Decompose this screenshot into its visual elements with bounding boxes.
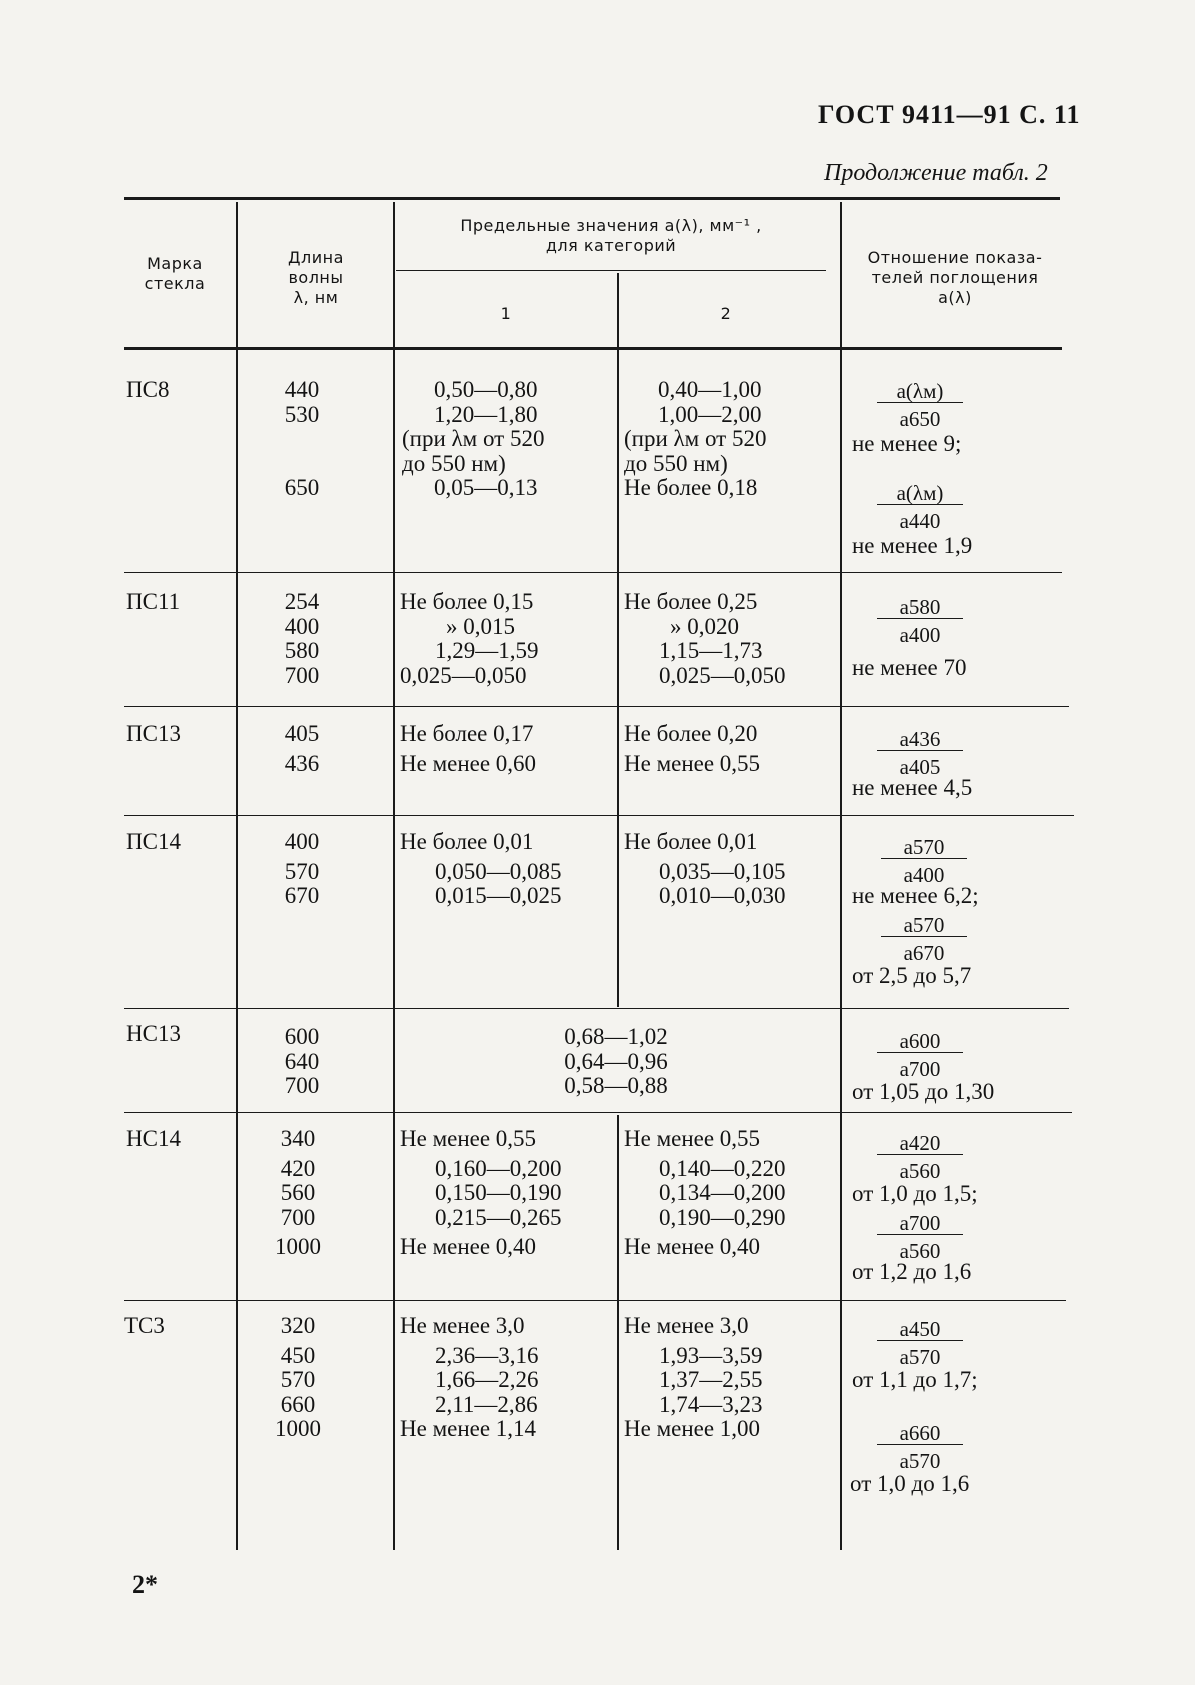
col-divider-cat-lower [617, 1115, 619, 1550]
page-title: ГОСТ 9411—91 С. 11 [818, 100, 1081, 129]
cat2-cell: Не более 0,01 0,035—0,105 0,010—0,030 [624, 829, 786, 908]
header-subdivider [396, 270, 826, 271]
cat2-cell: Не более 0,20 Не менее 0,55 [624, 721, 761, 776]
header-brand: Марка стекла [144, 254, 206, 293]
ratio-fraction: $\frac{a570}{a670}$ [864, 914, 984, 964]
ratio-fraction: $\frac{a660}{a570}$ [860, 1422, 980, 1472]
ratio-condition: от 1,0 до 1,6 [850, 1471, 970, 1496]
ratio-fraction: $\frac{a570}{a400}$ [864, 836, 984, 886]
row-rule [124, 815, 1074, 816]
ratio-fraction: $\frac{a700}{a560}$ [860, 1212, 980, 1262]
header-ratio: Отношение показа- телей поглощения a(λ) [867, 248, 1043, 307]
row-rule [124, 572, 1062, 573]
cat1-cell: Не менее 0,55 0,160—0,200 0,150—0,190 0,215—0,265 Не менее 0,40 [400, 1126, 562, 1259]
ratio-condition: от 1,0 до 1,5; [852, 1181, 978, 1206]
cat1-cell: Не более 0,15 » 0,015 1,29—1,59 0,025—0,050 [400, 589, 539, 688]
col-divider-3 [840, 202, 842, 1550]
row-rule [124, 706, 1069, 707]
brand-cell: ПС14 [126, 829, 181, 854]
cat1-cell: Не более 0,01 0,050—0,085 0,015—0,025 [400, 829, 562, 908]
brand-cell: ПС11 [126, 589, 181, 614]
ratio-fraction: $\frac{a436}{a405}$ [860, 728, 980, 778]
brand-cell: ПС13 [126, 721, 181, 746]
ratio-fraction: $\frac{a580}{a400}$ [860, 596, 980, 646]
cat2-cell: Не более 0,25 » 0,020 1,15—1,73 0,025—0,050 [624, 589, 786, 688]
page-signature-mark: 2* [132, 1570, 158, 1599]
wavelength-cell: 440 530 650 [284, 377, 320, 500]
cat2-cell: Не менее 3,0 1,93—3,59 1,37—2,55 1,74—3,23 Не менее 1,00 [624, 1313, 763, 1441]
ratio-condition: от 1,2 до 1,6 [852, 1259, 972, 1284]
row-rule [124, 1300, 1066, 1301]
header-bottom-rule [124, 347, 1062, 350]
brand-cell: ПС8 [126, 377, 170, 402]
header-cat1: 1 [500, 304, 512, 323]
wavelength-cell: 254 400 580 700 [284, 589, 320, 688]
wavelength-cell: 320 450 570 660 1000 [275, 1313, 321, 1441]
cat1-cell: Не более 0,17 Не менее 0,60 [400, 721, 537, 776]
header-limits: Предельные значения a(λ), мм⁻¹ , для категорий [460, 216, 762, 255]
wavelength-cell: 340 420 560 700 1000 [275, 1126, 321, 1259]
ratio-fraction: a(λм) a650 [860, 380, 980, 430]
ratio-fraction: $\frac{a600}{a700}$ [860, 1030, 980, 1080]
table-continuation-label: Продолжение табл. 2 [824, 160, 1048, 186]
brand-cell: НС14 [126, 1126, 181, 1151]
row-rule [124, 1112, 1072, 1113]
header-wavelength: Длина волны λ, нм [288, 248, 344, 307]
ratio-condition: не менее 6,2; [852, 883, 979, 908]
cat2-cell: 0,40—1,00 1,00—2,00 (при λм от 520 до 550 нм) Не более 0,18 [624, 377, 767, 500]
table-top-rule [124, 197, 1060, 200]
ratio-condition: от 1,1 до 1,7; [852, 1367, 978, 1392]
brand-cell: ТС3 [124, 1313, 165, 1338]
wavelength-cell: 400 570 670 [284, 829, 320, 908]
col-divider-1 [236, 202, 238, 1550]
cat1-cell: 0,50—0,80 1,20—1,80 (при λм от 520 до 550 нм) 0,05—0,13 [402, 377, 545, 500]
ratio-fraction: $\frac{a420}{a560}$ [860, 1132, 980, 1182]
col-divider-cat [617, 273, 619, 1007]
cat2-cell: Не менее 0,55 0,140—0,220 0,134—0,200 0,190—0,290 Не менее 0,40 [624, 1126, 786, 1259]
ratio-fraction: $\frac{a450}{a570}$ [860, 1318, 980, 1368]
ratio-condition: не менее 70 [852, 655, 967, 680]
ratio-condition: не менее 4,5 [852, 775, 973, 800]
wavelength-cell: 405 436 [284, 721, 320, 776]
cat1-cell: Не менее 3,0 2,36—3,16 1,66—2,26 2,11—2,86 Не менее 1,14 [400, 1313, 539, 1441]
header-cat2: 2 [720, 304, 732, 323]
col-divider-2 [393, 202, 395, 1550]
ratio-condition: от 1,05 до 1,30 [852, 1079, 995, 1104]
ratio-condition: от 2,5 до 5,7 [852, 963, 972, 988]
ratio-fraction: a(λм) a440 [860, 482, 980, 532]
ratio-condition: не менее 1,9 [852, 533, 973, 558]
merged-limits-cell: 0,68—1,02 0,64—0,96 0,58—0,88 [564, 1024, 668, 1098]
brand-cell: НС13 [126, 1021, 181, 1046]
row-rule [124, 1008, 1069, 1009]
wavelength-cell: 600 640 700 [284, 1024, 320, 1098]
ratio-condition: не менее 9; [852, 431, 962, 456]
